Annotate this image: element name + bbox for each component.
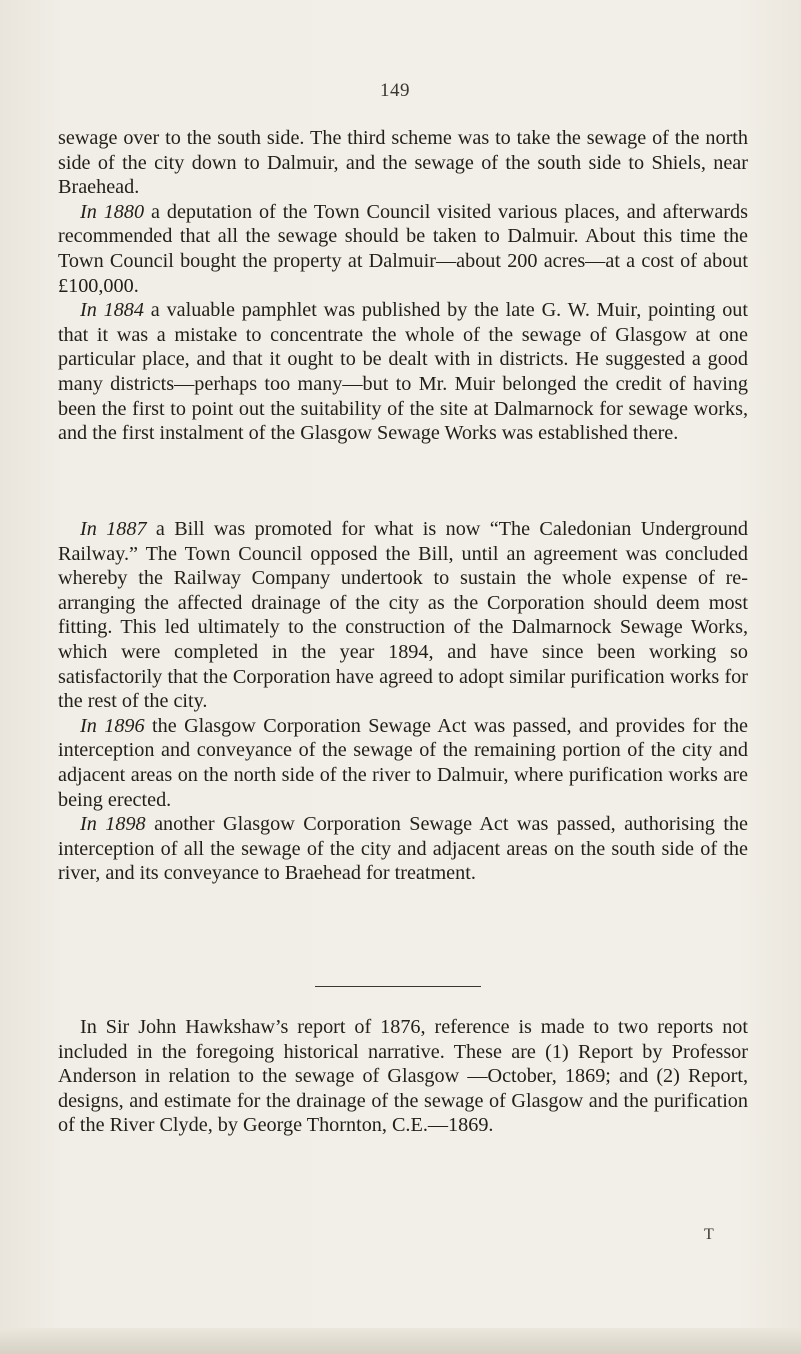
text-block-hawkshaw-report [58,1015,748,1138]
paragraph-1896-text: the Glasgow Corporation Sewage Act was passed, and provides for the interception and conveyance of the sewage of the remaining portion of the city and adjacent areas on the north side of the river to Dalmuir, where purification works are being erected. [58,714,749,811]
year-1884: In 1884 [80,299,144,322]
paragraph-1884 [58,298,748,446]
paragraph-1887 [58,517,748,714]
paragraph-1898 [58,812,748,886]
page-bottom-edge [0,1328,801,1354]
section-divider [315,986,481,987]
page-number: 149 [380,80,410,101]
year-1898: In 1898 [80,813,146,836]
paragraph-1880 [58,200,748,298]
paragraph-1887-text: a Bill was promoted for what is now “The Caledonian Underground Railway.” The Town Council opposed the Bill, until an agreement was concluded whereby the Railway Company undertook to sustain the whole expense of re-arranging the affected drainage of the city as the Corporation should deem most fitting. This led ultimately to the construction of the Dalmarnock Sewage Works, which were completed in the year 1894, and have since been working so satisfactorily that the Corporation have agreed to adopt similar purification works for the rest of the city. [58,518,748,713]
signature-mark: T [704,1226,714,1243]
paragraph-hawkshaw: In Sir John Hawkshaw’s report of 1876, reference is made to two reports not included in the foregoing historical narrative. These are (1) Report by Professor Anderson in relation to the sewage of Glasgow —October, 1869; and (2) Report, designs, and estimate for the drainage of the sewage of Glasgow and the purification of the River Clyde, by George Thornton, C.E.—1869. [58,1016,748,1137]
paragraph-1884-text: a valuable pamphlet was published by the late G. W. Muir, pointing out that it was a mistake to concentrate the whole of the sewage of Glasgow at one particular place, and that it ought to be dealt with in districts. He suggested a good many districts—perhaps too many—but to Mr. Muir belonged the credit of having been the first to point out the suitability of the site at Dalmarnock for sewage works, and the first instalment of the Glasgow Sewage Works was established there. [58,299,748,445]
paragraph-1880-text: a deputation of the Town Council visited various places, and afterwards recommended that all the sewage should be taken to Dalmuir. About this time the Town Council bought the property at Dalmuir—about 200 acres—at a cost of about £100,000. [58,200,748,297]
paragraph-third-scheme: sewage over to the south side. The third scheme was to take the sewage of the north side of the city down to Dalmuir, and the sewage of the south side to Shiels, near Braehead. [58,127,748,199]
year-1887: In 1887 [80,518,147,540]
text-block-acts [58,517,748,886]
paragraph-1896 [58,714,748,812]
paragraph-1898-text: another Glasgow Corporation Sewage Act was passed, authorising the interception of all the sewage of the city and adjacent areas on the south side of the river, and its conveyance to Braehead for treatment. [58,813,748,885]
text-block-early-schemes [58,126,748,446]
year-1880: In 1880 [80,200,145,223]
year-1896: In 1896 [80,714,145,737]
